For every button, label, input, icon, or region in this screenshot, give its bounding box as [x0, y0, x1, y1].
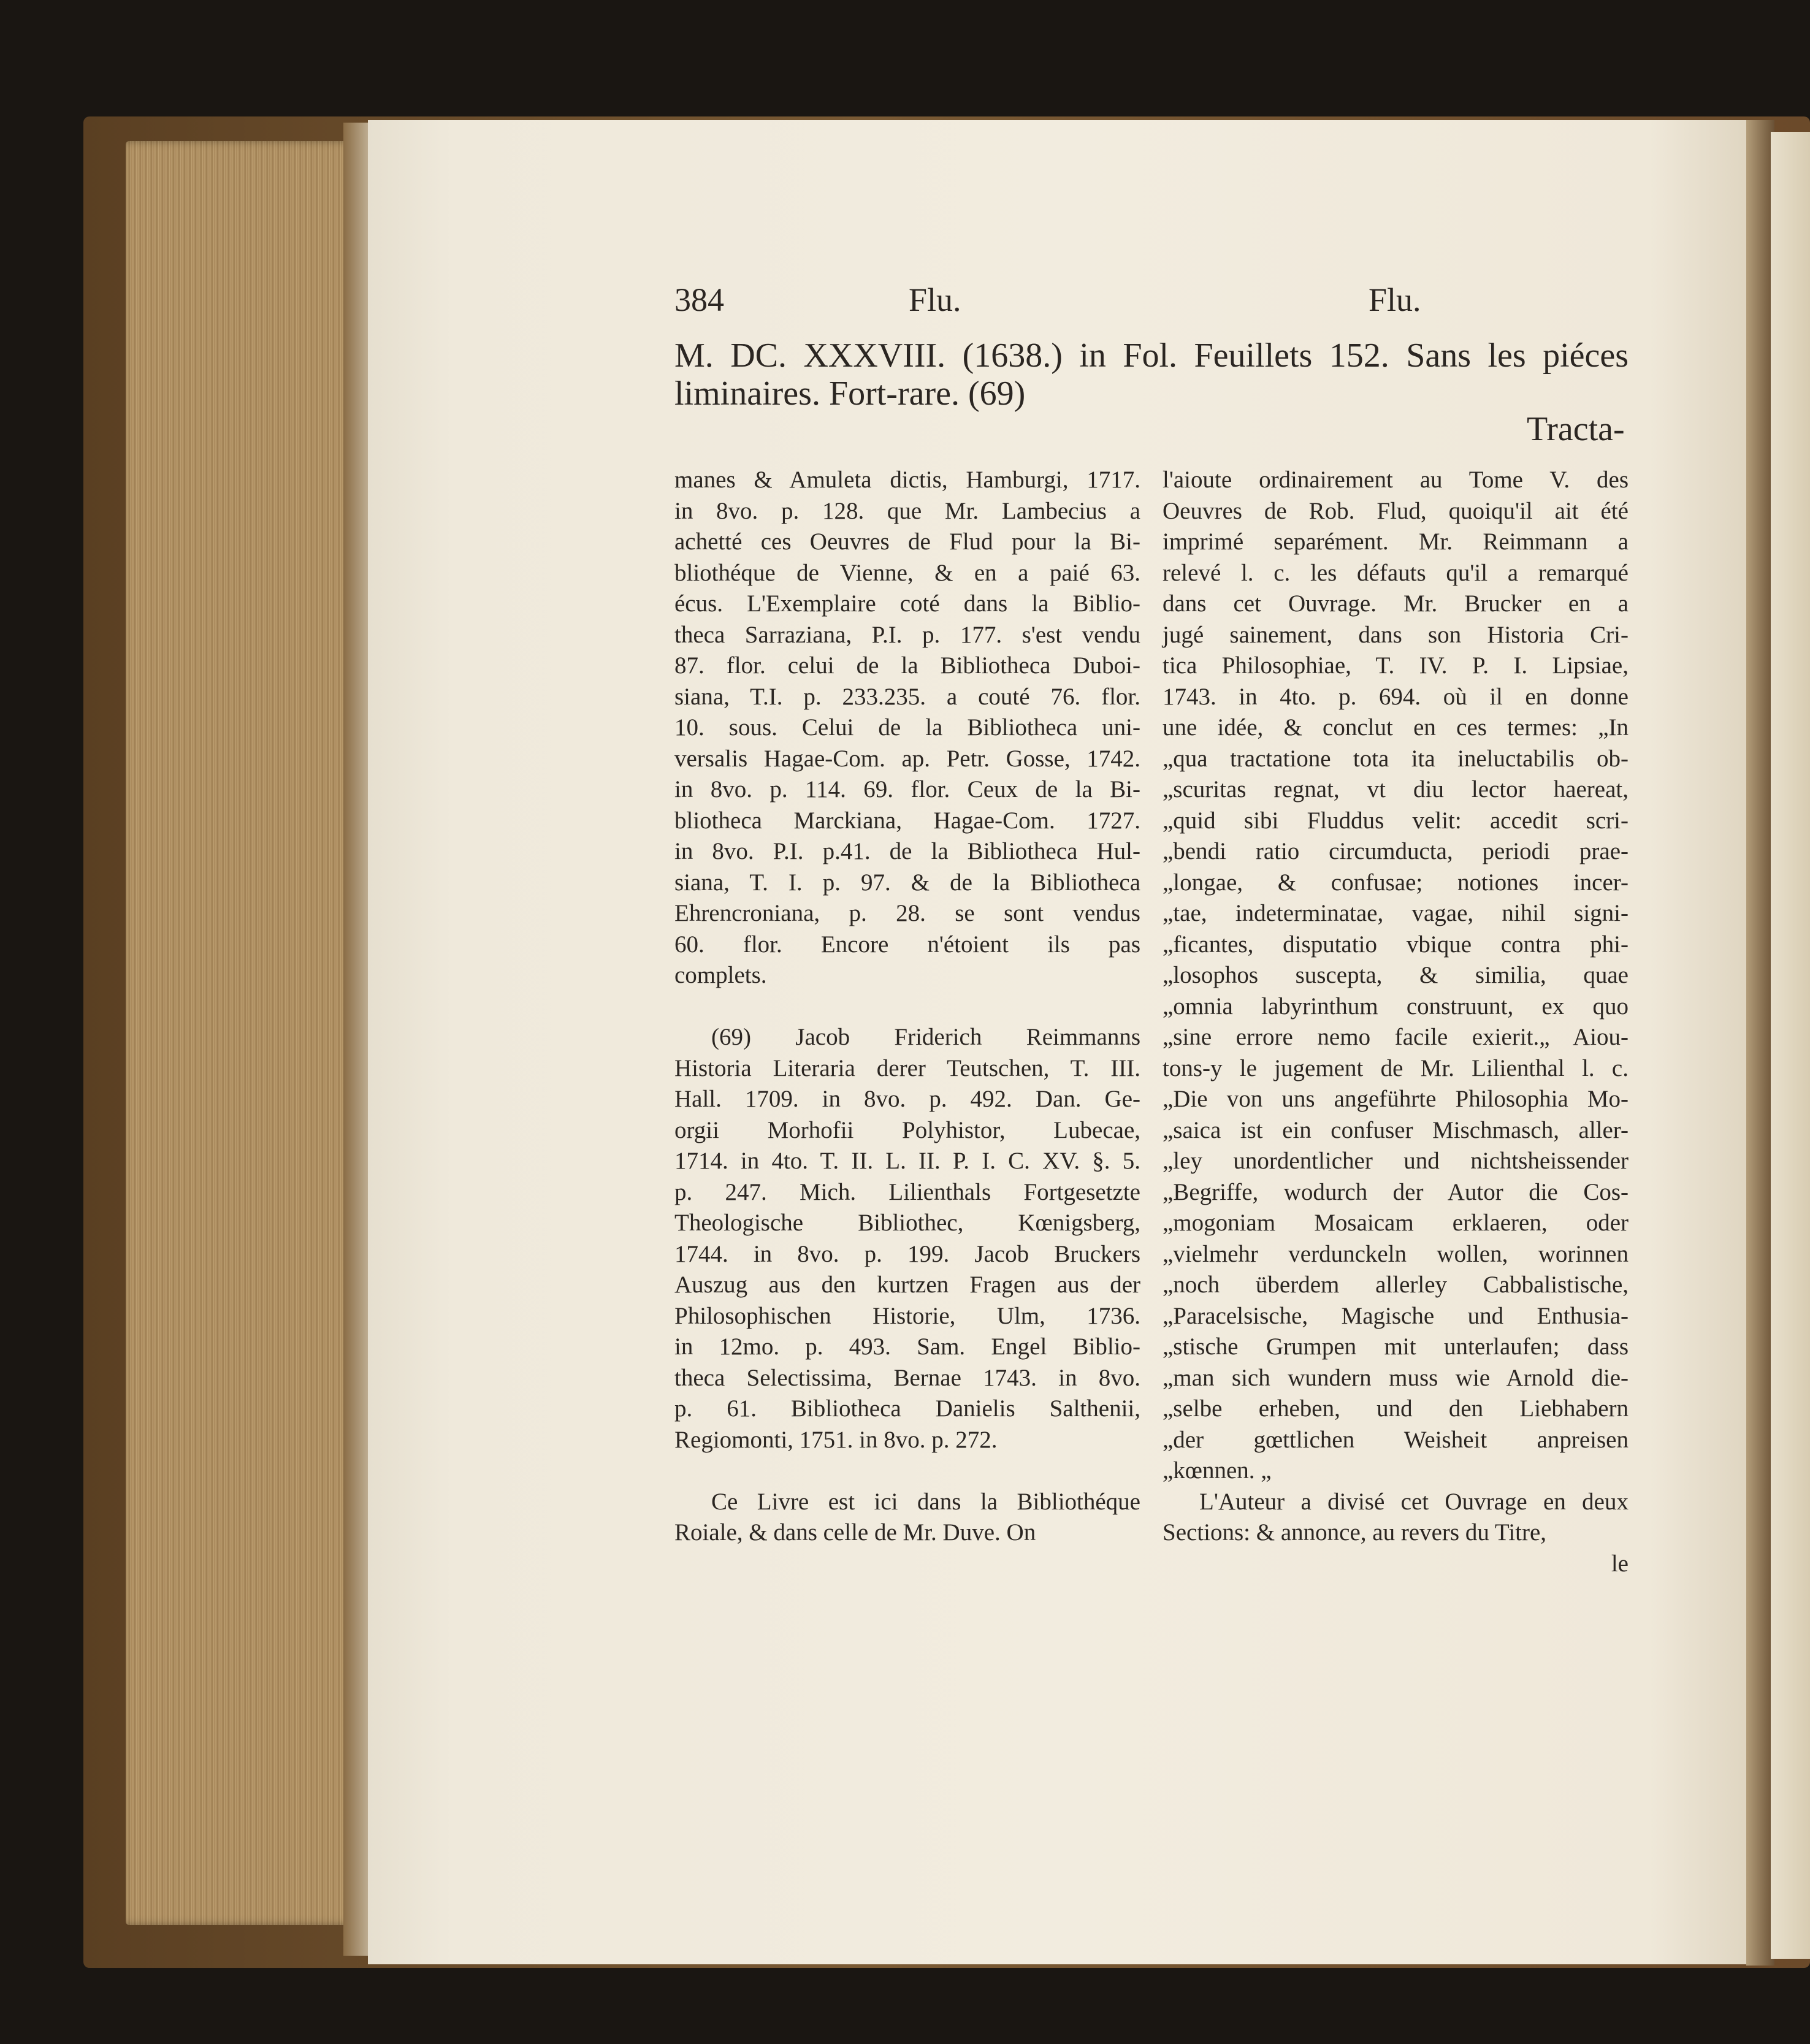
text-line: Hall. 1709. in 8vo. p. 492. Dan. Ge- [674, 1086, 1140, 1112]
catchword: Tracta- [1527, 410, 1625, 448]
text-line: jugé sainement, dans son Historia Cri- [1163, 621, 1629, 648]
text-line: in 8vo. p. 128. que Mr. Lambecius a [674, 497, 1140, 524]
text-line: complets. [674, 962, 767, 988]
text-line: „omnia labyrinthum construunt, ex quo [1163, 993, 1629, 1020]
text-line: „stische Grumpen mit unterlaufen; dass [1163, 1333, 1629, 1360]
text-line: une idée, & conclut en ces termes: „In [1163, 714, 1629, 741]
text-line: „mogoniam Mosaicam erklaeren, oder [1163, 1210, 1629, 1236]
title-line-2: liminaires. Fort-rare. (69) [674, 375, 1026, 413]
text-line: manes & Amuleta dictis, Hamburgi, 1717. [674, 467, 1140, 493]
text-line: „noch überdem allerley Cabbalistische, [1163, 1272, 1629, 1298]
left-column [674, 465, 1140, 1549]
text-line: theca Sarraziana, P.I. p. 177. s'est vendu [674, 621, 1140, 648]
text-line: „man sich wundern muss wie Arnold die- [1163, 1364, 1629, 1391]
text-line: Ehrencroniana, p. 28. se sont vendus [674, 900, 1140, 926]
text-line: „kœnnen. „ [1163, 1457, 1272, 1484]
text-line: 1743. in 4to. p. 694. où il en donne [1163, 683, 1629, 710]
text-line: Theologische Bibliothec, Kœnigsberg, [674, 1210, 1140, 1236]
running-head-right: Flu. [1369, 281, 1421, 318]
text-line: Roiale, & dans celle de Mr. Duve. On [674, 1519, 1036, 1546]
text-line: „bendi ratio circumducta, periodi prae- [1163, 838, 1629, 864]
text-line: bliotheca Marckiana, Hagae-Com. 1727. [674, 807, 1140, 834]
text-line: tons-y le jugement de Mr. Lilienthal l. c. [1163, 1054, 1629, 1081]
text-line: in 12mo. p. 493. Sam. Engel Biblio- [674, 1333, 1140, 1360]
paragraph-gap [674, 1455, 1140, 1487]
text-line: „der gœttlichen Weisheit anpreisen [1163, 1426, 1629, 1453]
text-line: in 8vo. p. 114. 69. flor. Ceux de la Bi- [674, 776, 1140, 803]
facing-page-edge [1771, 132, 1810, 1959]
text-line: „saica ist ein confuser Mischmasch, aller- [1163, 1116, 1629, 1143]
text-line: Auszug aus den kurtzen Fragen aus der [674, 1272, 1140, 1298]
text-line: 1744. in 8vo. p. 199. Jacob Bruckers [674, 1240, 1140, 1267]
text-line: imprimé separément. Mr. Reimmann a [1163, 528, 1629, 555]
text-line: „Paracelsische, Magische und Enthusia- [1163, 1302, 1629, 1329]
running-head-left: Flu. [909, 281, 961, 318]
text-line: L'Auteur a divisé cet Ouvrage en deux [1199, 1488, 1629, 1515]
text-line: siana, T.I. p. 233.235. a couté 76. flor. [674, 683, 1140, 710]
text-line: versalis Hagae-Com. ap. Petr. Gosse, 1742. [674, 745, 1140, 772]
text-line: „quid sibi Fluddus velit: accedit scri- [1163, 807, 1629, 834]
text-line: Sections: & annonce, au revers du Titre, [1163, 1519, 1547, 1546]
text-line: relevé l. c. les défauts qu'il a remarqué [1163, 559, 1629, 586]
text-line: „losophos suscepta, & similia, quae [1163, 962, 1629, 988]
text-line: „sine errore nemo facile exierit.„ Aiou- [1163, 1024, 1629, 1050]
text-line: le [1611, 1550, 1629, 1577]
text-line: „longae, & confusae; notiones incer- [1163, 869, 1629, 896]
text-line: siana, T. I. p. 97. & de la Bibliotheca [674, 869, 1140, 896]
text-line: écus. L'Exemplaire coté dans la Biblio- [674, 590, 1140, 617]
text-line: theca Selectissima, Bernae 1743. in 8vo. [674, 1364, 1140, 1391]
right-column [1163, 465, 1629, 1579]
text-line: „scuritas regnat, vt diu lector haereat, [1163, 776, 1629, 803]
text-line: tica Philosophiae, T. IV. P. I. Lipsiae, [1163, 652, 1629, 679]
text-line: Historia Literaria derer Teutschen, T. III. [674, 1054, 1140, 1081]
text-line: dans cet Ouvrage. Mr. Brucker en a [1163, 590, 1629, 617]
text-line: „vielmehr verdunckeln wollen, worinnen [1163, 1240, 1629, 1267]
text-line: l'aioute ordinairement au Tome V. des [1163, 467, 1629, 493]
text-line: in 8vo. P.I. p.41. de la Bibliotheca Hul- [674, 838, 1140, 864]
text-line: „Begriffe, wodurch der Autor die Cos- [1163, 1178, 1629, 1205]
text-line: 10. sous. Celui de la Bibliotheca uni- [674, 714, 1140, 741]
text-line: 1714. in 4to. T. II. L. II. P. I. C. XV. §. 5. [674, 1148, 1140, 1174]
text-line: bliothéque de Vienne, & en a paié 63. [674, 559, 1140, 586]
text-line: „ley unordentlicher und nichtsheissender [1163, 1148, 1629, 1174]
text-line: Regiomonti, 1751. in 8vo. p. 272. [674, 1426, 998, 1453]
text-line: „selbe erheben, und den Liebhabern [1163, 1395, 1629, 1422]
text-line: „qua tractatione tota ita ineluctabilis ob- [1163, 745, 1629, 772]
title-line-1: M. DC. XXXVIII. (1638.) in Fol. Feuillets 152. Sans les piéces [674, 337, 1629, 375]
text-line: Ce Livre est ici dans la Bibliothéque [711, 1488, 1140, 1515]
text-line: p. 247. Mich. Lilienthals Fortgesetzte [674, 1178, 1140, 1205]
text-line: (69) Jacob Friderich Reimmanns [711, 1024, 1140, 1050]
text-line: Oeuvres de Rob. Flud, quoiqu'il ait été [1163, 497, 1629, 524]
text-line: achetté ces Oeuvres de Flud pour la Bi- [674, 528, 1140, 555]
page-block-edge [126, 141, 368, 1925]
text-line: orgii Morhofii Polyhistor, Lubecae, [674, 1116, 1140, 1143]
text-line: Philosophischen Historie, Ulm, 1736. [674, 1302, 1140, 1329]
text-line: 60. flor. Encore n'étoient ils pas [674, 931, 1140, 958]
text-line: 87. flor. celui de la Bibliotheca Duboi- [674, 652, 1140, 679]
text-line: „Die von uns angeführte Philosophia Mo- [1163, 1086, 1629, 1112]
page-number: 384 [674, 281, 724, 318]
paragraph-gap [674, 991, 1140, 1023]
text-line: „ficantes, disputatio vbique contra phi- [1163, 931, 1629, 958]
text-line: p. 61. Bibliotheca Danielis Salthenii, [674, 1395, 1140, 1422]
text-line: „tae, indeterminatae, vagae, nihil signi- [1163, 900, 1629, 926]
